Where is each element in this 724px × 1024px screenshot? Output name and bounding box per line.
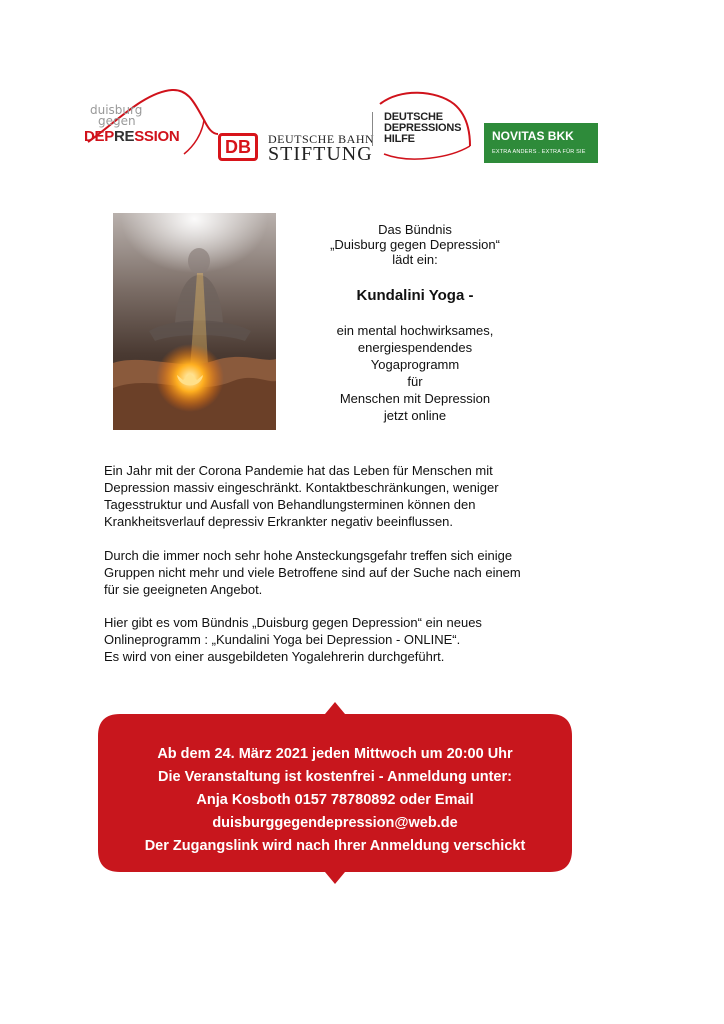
logo-text-ssion: SSION [134,128,180,145]
logo-divider [372,112,381,146]
paragraph-line: Ein Jahr mit der Corona Pandemie hat das Leben für Menschen mit [104,463,493,478]
subtitle-line-2: energiespendendes [357,340,473,355]
paragraph-2 [104,547,604,598]
intro-line-2: „Duisburg gegen Depression“ [330,237,500,252]
yoga-candle-photo [113,213,276,430]
subtitle-line-6: jetzt online [383,408,447,423]
intro-line-3: lädt ein: [392,252,438,267]
logo-text-dep: DEP [84,128,114,145]
deutsche-bahn-stiftung-logo [218,130,375,166]
paragraph-line: für sie geeigneten Angebot. [104,582,263,597]
registration-callout [98,702,572,884]
paragraph-3 [104,614,604,665]
db-badge: DB [218,133,258,161]
callout-line-contact: Anja Kosboth 0157 78780892 oder Email [196,792,474,808]
intro-line-1: Das Bündnis [378,222,452,237]
paragraph-line: Depression massiv eingeschränkt. Kontaktbeschränkungen, weniger [104,480,499,495]
db-text-line2: STIFTUNG [268,143,373,165]
novitas-tagline: EXTRA ANDERS . EXTRA FÜR SIE [492,149,586,155]
callout-line-access: Der Zugangslink wird nach Ihrer Anmeldung verschickt [144,838,526,854]
paragraph-line: Durch die immer noch sehr hohe Ansteckungsgefahr treffen sich einige [104,548,513,563]
paragraph-1 [104,462,604,530]
logo-text-duisburg: duisburg [90,103,143,117]
paragraph-line: Krankheitsverlauf depressiv Erkrankter negativ beeinflussen. [104,514,454,529]
paragraph-line: Hier gibt es vom Bündnis „Duisburg gegen Depression“ ein neues [104,615,482,630]
paragraph-line: Es wird von einer ausgebildeten Yogalehrerin durchgeführt. [104,649,445,664]
subtitle-line-3: Yogaprogramm [370,357,460,372]
page-title: Kundalini Yoga - [356,287,474,304]
subtitle-line-4: für [407,374,423,389]
callout-line-email[interactable]: duisburggegendepression@web.de [212,815,458,831]
db-text-line1: DEUTSCHE BAHN [268,132,375,146]
novitas-bkk-logo [484,123,598,163]
subtitle-line-1: ein mental hochwirksames, [336,323,494,338]
logo-text-depression [84,128,179,145]
paragraph-line: Onlineprogramm : „Kundalini Yoga bei Depression - ONLINE“. [104,632,461,647]
logo-text-gegen: gegen [98,114,136,128]
deutsche-depressionshilfe-logo [370,90,478,164]
subtitle-line-5: Menschen mit Depression [339,391,491,406]
logo-text-re: RE [113,128,135,145]
callout-line-free: Die Veranstaltung ist kostenfrei - Anmeldung unter: [158,769,512,785]
duisburg-gegen-depression-logo [84,84,224,162]
logo-text-hilfe: HILFE [384,133,415,145]
logo-text-deutsche: DEUTSCHE [384,111,443,123]
logo-text-depressions: DEPRESSIONS [384,122,462,134]
novitas-title: NOVITAS BKK [492,129,574,143]
paragraph-line: Tagesstruktur und Ausfall von Behandlungsterminen können den [104,497,476,512]
paragraph-line: Gruppen nicht mehr und viele Betroffene sind auf der Suche nach einem [104,565,521,580]
callout-line-date: Ab dem 24. März 2021 jeden Mittwoch um 20:00 Uhr [157,746,513,762]
